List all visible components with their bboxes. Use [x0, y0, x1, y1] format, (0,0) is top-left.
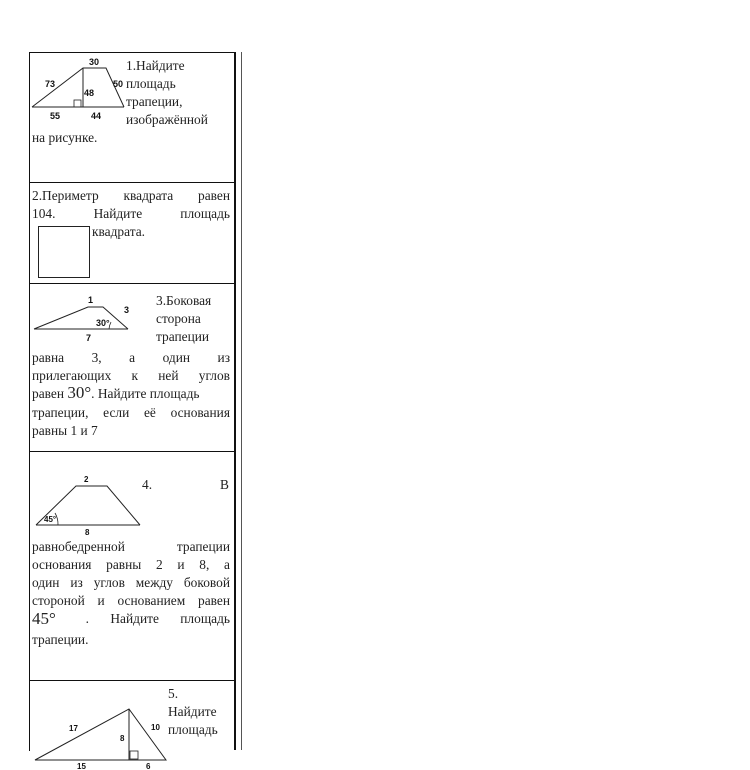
problem-3-line-1: 3.Боковая: [156, 293, 212, 308]
problem-4-line-3: один из углов между боковой: [32, 575, 230, 590]
angle-45-value: 45°: [32, 609, 56, 628]
problem-5-line-1: 5.: [168, 686, 179, 701]
problem-4-word-v: В: [220, 477, 229, 492]
problem-3-line-5: прилегающих к ней углов: [32, 368, 230, 383]
fig1-label-top: 30: [89, 57, 100, 67]
fig1-label-bottom-left: 55: [50, 111, 61, 121]
table-right-border: [234, 52, 237, 750]
fig1-label-bottom-right: 44: [91, 111, 102, 121]
problem-1-line-3: трапеции,: [126, 94, 183, 109]
problem-2-cell: [30, 182, 235, 284]
problem-2-line-1: 2.Периметр квадрата равен: [32, 188, 230, 203]
problem-3-line-6: равен 30°. Найдите площадь: [32, 383, 200, 402]
problem-2-line-2: 104. Найдите площадь: [32, 206, 230, 221]
problem-4-line-2: основания равны 2 и 8, а: [32, 557, 230, 572]
problem-5-line-2: Найдите: [168, 704, 217, 719]
fig1-label-left-side: 73: [45, 79, 56, 89]
problem-4-trapezoid-figure: [30, 451, 235, 551]
square-figure: [38, 226, 90, 278]
problem-3-line-7: трапеции, если её основания: [32, 405, 230, 420]
problem-4-line-1: равнобедренной трапеции: [32, 539, 230, 554]
problem-5-line-3: площадь: [168, 722, 218, 737]
fig5-label-right-side: 10: [151, 723, 160, 732]
fig4-label-bottom: 8: [85, 528, 90, 537]
fig1-label-right-side: 50: [113, 79, 124, 89]
problem-2-line-3: квадрата.: [92, 224, 146, 239]
problem-3-line-2: сторона: [156, 311, 201, 326]
fig3-label-bottom: 7: [86, 333, 92, 343]
problem-3-line-3: трапеции: [156, 329, 210, 344]
angle-30-value: 30°: [67, 383, 92, 402]
problem-5-cell: [30, 680, 235, 770]
fig5-label-left-side: 17: [69, 724, 78, 733]
problem-1-cell: [30, 53, 235, 183]
problem-1-line-5: на рисунке.: [32, 130, 98, 145]
problem-3-line-8: равны 1 и 7: [32, 423, 98, 438]
problems-table: [29, 52, 235, 770]
problem-1-line-2: площадь: [126, 76, 176, 91]
problem-4-line-4: стороной и основанием равен: [32, 593, 230, 608]
fig3-label-angle: 30°: [96, 318, 110, 328]
problem-1-line-1: 1.Найдите: [126, 58, 185, 73]
problem-4-line-5: 45° . Найдите площадь: [32, 609, 230, 628]
fig3-label-side: 3: [124, 305, 130, 315]
problem-4-number: 4.: [142, 477, 153, 492]
problem-3-cell: [30, 283, 235, 452]
problem-4-cell: [30, 451, 235, 681]
fig4-label-angle: 45°: [44, 515, 57, 524]
fig1-label-height: 48: [84, 88, 95, 98]
fig5-label-height: 8: [120, 734, 125, 743]
fig4-label-top: 2: [84, 475, 89, 484]
problem-3-line-4: равна 3, а один из: [32, 350, 230, 365]
problem-4-line-6: трапеции.: [32, 632, 89, 647]
table-second-border: [241, 52, 243, 750]
fig3-label-top: 1: [88, 295, 94, 305]
fig5-label-bottom-right: 6: [146, 762, 151, 770]
fig5-label-bottom-left: 15: [77, 762, 86, 770]
problem-1-line-4: изображённой: [126, 112, 208, 127]
